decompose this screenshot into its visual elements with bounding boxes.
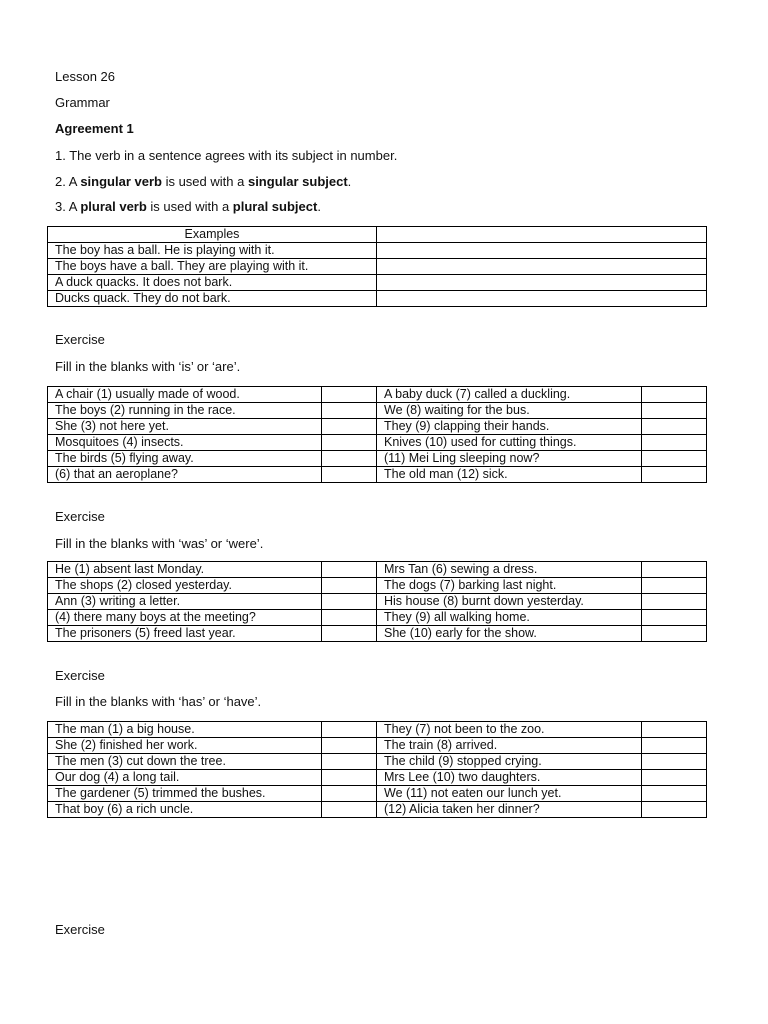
exercise-sentence: She (10) early for the show. xyxy=(377,626,642,642)
answer-blank[interactable] xyxy=(322,419,377,435)
examples-header: Examples xyxy=(48,227,377,243)
exercise-title: Exercise xyxy=(55,922,105,937)
exercise-instruction: Fill in the blanks with ‘was’ or ‘were’. xyxy=(55,536,264,551)
answer-blank[interactable] xyxy=(322,626,377,642)
exercise-title: Exercise xyxy=(55,509,105,524)
exercise-table xyxy=(47,386,707,483)
table-row xyxy=(48,786,707,802)
exercise-sentence: They (7) not been to the zoo. xyxy=(377,722,642,738)
exercise-sentence: The gardener (5) trimmed the bushes. xyxy=(48,786,322,802)
exercise-sentence: The men (3) cut down the tree. xyxy=(48,754,322,770)
exercise-sentence: Mrs Tan (6) sewing a dress. xyxy=(377,562,642,578)
table-row xyxy=(48,291,707,307)
exercise-sentence: The train (8) arrived. xyxy=(377,738,642,754)
exercise-sentence: His house (8) burnt down yesterday. xyxy=(377,594,642,610)
answer-blank[interactable] xyxy=(322,578,377,594)
table-row xyxy=(48,802,707,818)
example-sentence: Ducks quack. They do not bark. xyxy=(48,291,377,307)
exercise-sentence: They (9) clapping their hands. xyxy=(377,419,642,435)
lesson-number: Lesson 26 xyxy=(55,69,115,84)
answer-blank[interactable] xyxy=(322,786,377,802)
answer-blank[interactable] xyxy=(322,610,377,626)
exercise-sentence: Ann (3) writing a letter. xyxy=(48,594,322,610)
example-sentence: The boy has a ball. He is playing with it. xyxy=(48,243,377,259)
table-row xyxy=(48,722,707,738)
exercise-sentence: (11) Mei Ling sleeping now? xyxy=(377,451,642,467)
answer-blank[interactable] xyxy=(322,562,377,578)
exercise-sentence: Mrs Lee (10) two daughters. xyxy=(377,770,642,786)
answer-blank[interactable] xyxy=(642,467,707,483)
rule-text: The verb in a sentence agrees with its subject in number. xyxy=(69,148,398,163)
topic-heading: Agreement 1 xyxy=(55,121,134,136)
example-sentence: A duck quacks. It does not bark. xyxy=(48,275,377,291)
answer-blank[interactable] xyxy=(642,754,707,770)
answer-blank[interactable] xyxy=(322,403,377,419)
exercise-instruction: Fill in the blanks with ‘is’ or ‘are’. xyxy=(55,359,241,374)
exercise-sentence: The birds (5) flying away. xyxy=(48,451,322,467)
exercise-sentence: The boys (2) running in the race. xyxy=(48,403,322,419)
exercise-sentence: The dogs (7) barking last night. xyxy=(377,578,642,594)
rule-text: A xyxy=(68,174,81,189)
answer-blank[interactable] xyxy=(322,387,377,403)
table-row xyxy=(48,243,707,259)
bold-term: plural subject xyxy=(232,199,318,214)
table-row xyxy=(48,467,707,483)
exercise-title: Exercise xyxy=(55,332,105,347)
table-row xyxy=(48,594,707,610)
answer-blank[interactable] xyxy=(642,451,707,467)
table-row xyxy=(48,259,707,275)
answer-blank[interactable] xyxy=(322,451,377,467)
rule-text: . xyxy=(317,199,321,214)
table-row xyxy=(48,738,707,754)
table-row xyxy=(48,770,707,786)
exercise-sentence: Knives (10) used for cutting things. xyxy=(377,435,642,451)
answer-blank[interactable] xyxy=(322,467,377,483)
table-row xyxy=(48,578,707,594)
empty-cell xyxy=(377,275,707,291)
exercise-sentence: (4) there many boys at the meeting? xyxy=(48,610,322,626)
exercise-sentence: That boy (6) a rich uncle. xyxy=(48,802,322,818)
exercise-sentence: Mosquitoes (4) insects. xyxy=(48,435,322,451)
example-sentence: The boys have a ball. They are playing with it. xyxy=(48,259,377,275)
answer-blank[interactable] xyxy=(642,562,707,578)
answer-blank[interactable] xyxy=(642,387,707,403)
rule-3 xyxy=(55,199,321,215)
exercise-sentence: We (11) not eaten our lunch yet. xyxy=(377,786,642,802)
bold-term: plural verb xyxy=(80,199,147,214)
answer-blank[interactable] xyxy=(642,770,707,786)
exercise-sentence: (6) that an aeroplane? xyxy=(48,467,322,483)
exercise-sentence: She (2) finished her work. xyxy=(48,738,322,754)
examples-header-row xyxy=(48,227,707,243)
rule-1 xyxy=(55,148,397,164)
table-row xyxy=(48,275,707,291)
rule-text: A xyxy=(68,199,81,214)
exercise-sentence: A baby duck (7) called a duckling. xyxy=(377,387,642,403)
rule-text: . xyxy=(347,174,352,189)
exercise-sentence: A chair (1) usually made of wood. xyxy=(48,387,322,403)
answer-blank[interactable] xyxy=(642,626,707,642)
exercise-sentence: The man (1) a big house. xyxy=(48,722,322,738)
exercise-sentence: He (1) absent last Monday. xyxy=(48,562,322,578)
exercise-table xyxy=(47,721,707,818)
answer-blank[interactable] xyxy=(322,722,377,738)
exercise-sentence: The child (9) stopped crying. xyxy=(377,754,642,770)
bold-term: singular subject xyxy=(247,174,348,189)
empty-cell xyxy=(377,291,707,307)
table-row xyxy=(48,403,707,419)
answer-blank[interactable] xyxy=(322,770,377,786)
bold-term: singular verb xyxy=(80,174,162,189)
table-row xyxy=(48,419,707,435)
exercise-sentence: The shops (2) closed yesterday. xyxy=(48,578,322,594)
answer-blank[interactable] xyxy=(642,722,707,738)
answer-blank[interactable] xyxy=(642,802,707,818)
answer-blank[interactable] xyxy=(642,738,707,754)
empty-cell xyxy=(377,227,707,243)
answer-blank[interactable] xyxy=(642,419,707,435)
answer-blank[interactable] xyxy=(322,594,377,610)
exercise-sentence: She (3) not here yet. xyxy=(48,419,322,435)
answer-blank[interactable] xyxy=(322,738,377,754)
answer-blank[interactable] xyxy=(642,786,707,802)
subject-heading: Grammar xyxy=(55,95,110,110)
exercise-instruction: Fill in the blanks with ‘has’ or ‘have’. xyxy=(55,694,262,709)
exercise-sentence: (12) Alicia taken her dinner? xyxy=(377,802,642,818)
empty-cell xyxy=(377,243,707,259)
table-row xyxy=(48,754,707,770)
rule-number: 3. xyxy=(55,199,66,214)
table-row xyxy=(48,451,707,467)
table-row xyxy=(48,435,707,451)
exercise-sentence: Our dog (4) a long tail. xyxy=(48,770,322,786)
table-row xyxy=(48,626,707,642)
table-row xyxy=(48,562,707,578)
table-row xyxy=(48,387,707,403)
answer-blank[interactable] xyxy=(322,754,377,770)
answer-blank[interactable] xyxy=(642,578,707,594)
answer-blank[interactable] xyxy=(642,594,707,610)
empty-cell xyxy=(377,259,707,275)
answer-blank[interactable] xyxy=(642,610,707,626)
answer-blank[interactable] xyxy=(322,802,377,818)
examples-table xyxy=(47,226,707,307)
rule-text: is used with a xyxy=(161,174,248,189)
exercise-sentence: They (9) all walking home. xyxy=(377,610,642,626)
answer-blank[interactable] xyxy=(642,435,707,451)
rule-text: is used with a xyxy=(146,199,233,214)
exercise-sentence: The old man (12) sick. xyxy=(377,467,642,483)
answer-blank[interactable] xyxy=(322,435,377,451)
exercise-sentence: The prisoners (5) freed last year. xyxy=(48,626,322,642)
table-row xyxy=(48,610,707,626)
exercise-table xyxy=(47,561,707,642)
answer-blank[interactable] xyxy=(642,403,707,419)
exercise-sentence: We (8) waiting for the bus. xyxy=(377,403,642,419)
rule-number: 1. xyxy=(55,148,66,163)
exercise-title: Exercise xyxy=(55,668,105,683)
rule-2 xyxy=(55,174,351,190)
rule-number: 2. xyxy=(55,174,66,189)
